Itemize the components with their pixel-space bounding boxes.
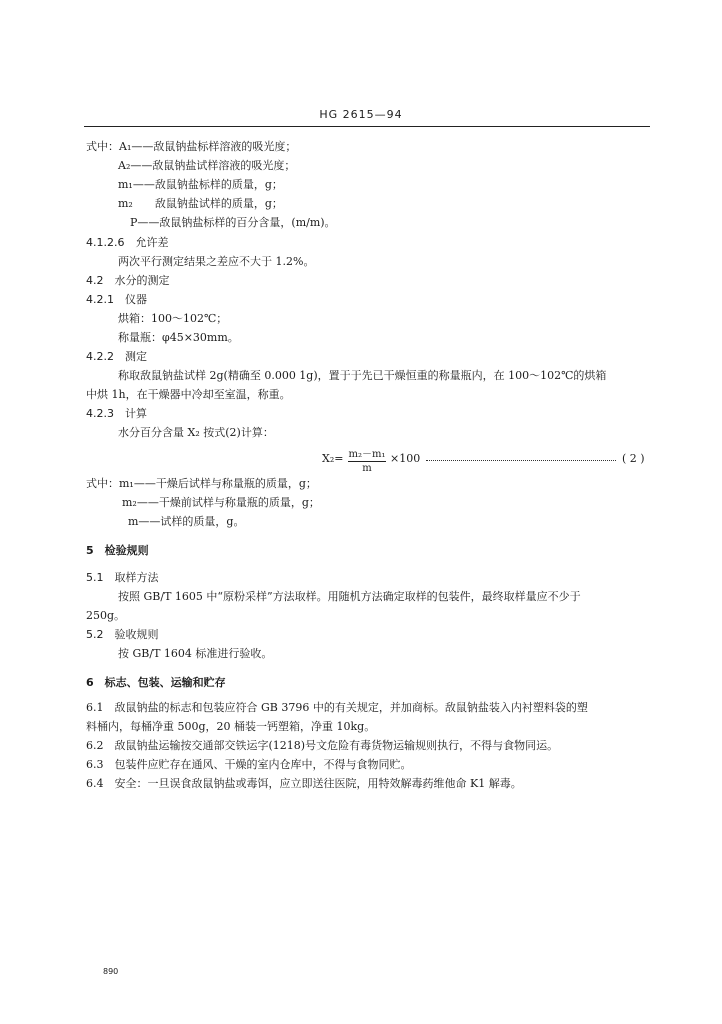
section-5-1-line-2: 250g。	[86, 609, 126, 622]
instrument-oven: 烘箱：100～102℃；	[118, 312, 228, 325]
section-4-2-1-title: 4.2.1 仪器	[86, 293, 147, 306]
section-4-1-2-6-title: 4.1.2.6 允许差	[86, 236, 169, 249]
header-rule	[84, 126, 650, 127]
var-def-m2: m₂ 敌鼠钠盐试样的质量，g；	[118, 197, 283, 210]
formula-number: ( 2 )	[622, 452, 645, 465]
instrument-bottle: 称量瓶：φ45×30mm。	[118, 331, 239, 344]
section-5-1-title: 5.1 取样方法	[86, 571, 159, 584]
var-def-m1: m₁——敌鼠钠盐标样的质量，g；	[118, 178, 283, 191]
formula-fraction	[348, 445, 386, 474]
formula-leader-dots	[426, 452, 616, 461]
formula-numerator: m₂－m₁	[348, 449, 386, 460]
section-4-2-title: 4.2 水分的测定	[86, 274, 170, 287]
section-4-1-2-6-text: 两次平行测定结果之差应不大于 1.2%。	[118, 255, 315, 268]
section-5-title: 5 检验规则	[86, 544, 149, 557]
section-6-2-text: 6.2 敌鼠钠盐运输按交通部交铁运字(1218)号文危险有毒货物运输规则执行，不得与食物同运。	[86, 739, 559, 752]
section-4-2-2-line-1: 称取敌鼠钠盐试样 2g(精确至 0.000 1g)，置于于先已干燥恒重的称量瓶内，在 100～102℃的烘箱	[118, 369, 607, 382]
formula-lhs: X₂=	[322, 452, 344, 465]
section-6-1-line-2: 料桶内，每桶净重 500g，20 桶装一钙塑箱，净重 10kg。	[86, 720, 376, 733]
page-header: HG 2615—94	[319, 108, 403, 121]
fraction-bar	[348, 461, 386, 462]
var2-def-m1: 式中：m₁——干燥后试样与称量瓶的质量，g；	[86, 477, 317, 490]
section-5-1-line-1: 按照 GB/T 1605 中“原粉采样”方法取样。用随机方法确定取样的包装件，最终取样量应不少于	[118, 590, 581, 603]
section-4-2-2-line-2: 中烘 1h，在干燥器中冷却至室温，称重。	[86, 388, 291, 401]
var-def-a1: 式中：A₁——敌鼠钠盐标样溶液的吸光度；	[86, 140, 297, 153]
section-4-2-3-text: 水分百分含量 X₂ 按式(2)计算：	[118, 426, 274, 439]
section-4-2-2-title: 4.2.2 测定	[86, 350, 147, 363]
var2-def-m2: m₂——干燥前试样与称量瓶的质量，g；	[122, 496, 320, 509]
page-number: 890	[103, 967, 119, 976]
var2-def-m: m——试样的质量，g。	[128, 515, 245, 528]
formula-denominator: m	[362, 463, 372, 474]
section-6-title: 6 标志、包装、运输和贮存	[86, 676, 226, 689]
section-6-1-line-1: 6.1 敌鼠钠盐的标志和包装应符合 GB 3796 中的有关规定，并加商标。敌鼠钠盐装入内衬塑料袋的塑	[86, 701, 588, 714]
section-5-2-text: 按 GB/T 1604 标准进行验收。	[118, 647, 273, 660]
section-6-4-text: 6.4 安全：一旦误食敌鼠钠盐或毒饵，应立即送往医院，用特效解毒药维他命 K1 解毒。	[86, 777, 522, 790]
var-def-p: P——敌鼠钠盐标样的百分含量，(m/m)。	[130, 216, 336, 229]
section-6-3-text: 6.3 包装件应贮存在通风、干燥的室内仓库中，不得与食物同贮。	[86, 758, 412, 771]
var-def-a2: A₂——敌鼠钠盐试样溶液的吸光度；	[118, 159, 296, 172]
section-5-2-title: 5.2 验收规则	[86, 628, 159, 641]
moisture-formula	[322, 445, 652, 475]
formula-multiplier: ×100	[390, 452, 421, 465]
section-4-2-3-title: 4.2.3 计算	[86, 407, 147, 420]
